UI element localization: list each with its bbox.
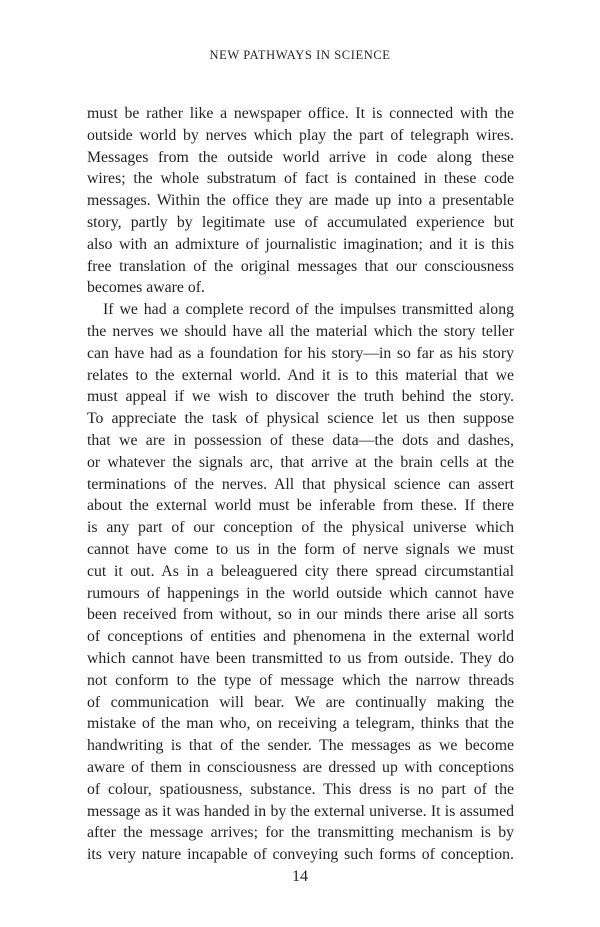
body-text xyxy=(87,103,514,866)
text-line: its very nature incapable of conveying such forms of conception. xyxy=(87,846,514,864)
text-line: outside world by nerves which play the part of telegraph wires. xyxy=(87,126,514,144)
page-number: 14 xyxy=(292,868,308,885)
text-line: To appreciate the task of physical science let us then suppose xyxy=(87,410,514,428)
text-line: aware of them in consciousness are dressed up with conceptions xyxy=(87,758,514,776)
text-line: If we had a complete record of the impulses transmitted along xyxy=(103,301,514,319)
text-line: becomes aware of. xyxy=(87,279,205,297)
text-line: can have had as a foundation for his story—in so far as his story xyxy=(87,344,514,362)
text-line: of colour, spatiousness, substance. This dress is no part of the xyxy=(87,780,514,798)
text-line: Messages from the outside world arrive in code along these xyxy=(87,148,514,166)
text-line: the nerves we should have all the material which the story teller xyxy=(87,322,514,340)
text-line: of communication will bear. We are continually making the xyxy=(87,693,514,711)
text-line: also with an admixture of journalistic imagination; and it is this xyxy=(87,235,514,253)
text-line: cut it out. As in a beleaguered city there spread circumstantial xyxy=(87,562,514,580)
text-line: been received from without, so in our minds there arise all sorts xyxy=(87,606,514,624)
text-line: message as it was handed in by the external universe. It is assumed xyxy=(87,802,514,820)
text-line: handwriting is that of the sender. The messages as we become xyxy=(87,737,514,755)
text-line: of conceptions of entities and phenomena in the external world xyxy=(87,628,514,646)
text-line: about the external world must be inferable from these. If there xyxy=(87,497,514,515)
paragraph xyxy=(87,103,514,299)
running-head: NEW PATHWAYS IN SCIENCE xyxy=(209,48,391,62)
text-line: that we are in possession of these data—the dots and dashes, xyxy=(87,431,514,449)
text-line: after the message arrives; for the transmitting mechanism is by xyxy=(87,824,514,842)
text-line: which cannot have been transmitted to us from outside. They do xyxy=(87,649,514,667)
text-line: rumours of happenings in the world outside which cannot have xyxy=(87,584,514,602)
text-line: relates to the external world. And it is to this material that we xyxy=(87,366,514,384)
text-line: or whatever the signals arc, that arrive at the brain cells at the xyxy=(87,453,514,471)
text-line: story, partly by legitimate use of accumulated experience but xyxy=(87,213,514,231)
text-line: free translation of the original messages that our consciousness xyxy=(87,257,514,275)
text-line: mistake of the man who, on receiving a telegram, thinks that the xyxy=(87,715,514,733)
text-line: must appeal if we wish to discover the truth behind the story. xyxy=(87,388,514,406)
text-line: cannot have come to us in the form of nerve signals we must xyxy=(87,540,514,558)
text-line: not conform to the type of message which the narrow threads xyxy=(87,671,514,689)
text-line: must be rather like a newspaper office. It is connected with the xyxy=(87,105,514,122)
text-line: wires; the whole substratum of fact is contained in these code xyxy=(87,170,514,188)
text-line: is any part of our conception of the physical universe which xyxy=(87,519,514,537)
paragraph xyxy=(87,299,514,866)
text-line: messages. Within the office they are made up into a presentable xyxy=(87,192,514,210)
text-line: terminations of the nerves. All that physical science can assert xyxy=(87,475,514,493)
